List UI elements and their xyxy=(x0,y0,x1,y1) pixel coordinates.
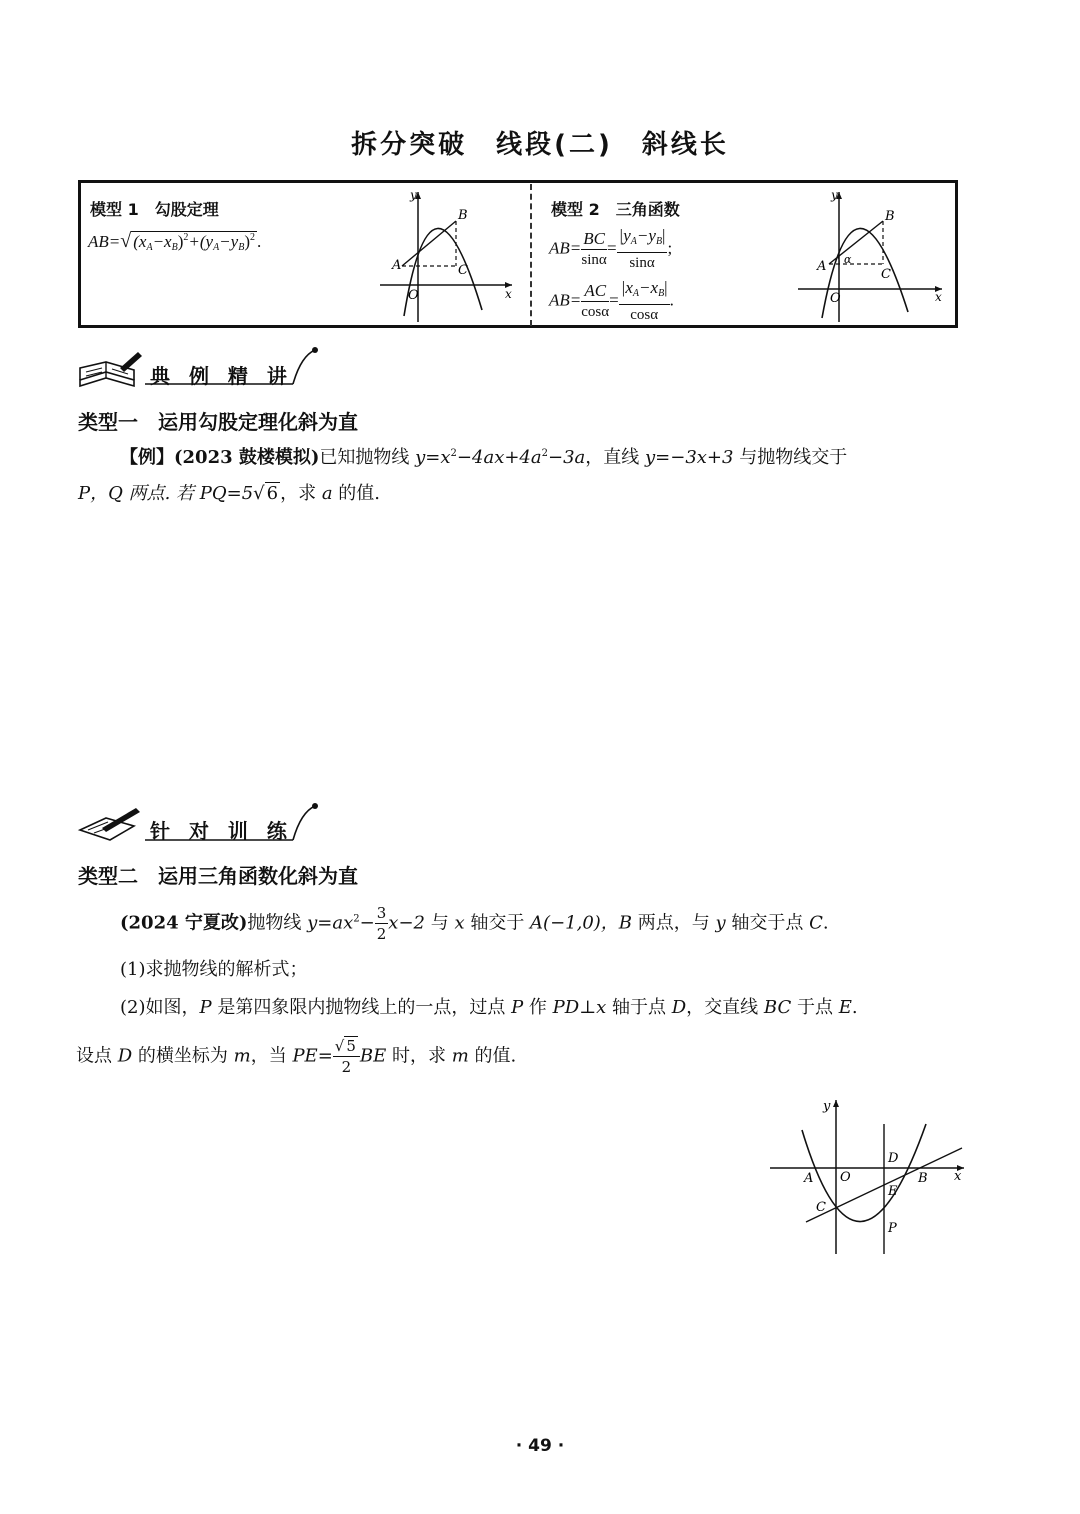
y-label: y xyxy=(410,188,417,202)
section2-heading-underline xyxy=(143,800,323,850)
point-c-label: C xyxy=(458,263,468,278)
point-a-label: A xyxy=(392,258,402,273)
point-b-label: B xyxy=(458,208,468,223)
point-c-label: C xyxy=(881,267,891,282)
segment-ab xyxy=(829,221,883,264)
x-label: x xyxy=(935,290,942,304)
model2-label: 模型 2 三角函数 xyxy=(551,200,680,219)
training-question-line1: (2024 宁夏改)抛物线 $y=ax^2-$ $\frac{3}{2}$ x−2 与 x 轴交于 A(−1,0)，B 两点，与 y 轴交于点 C. xyxy=(120,904,829,943)
section2-type: 类型二 运用三角函数化斜为直 xyxy=(78,864,358,888)
book-pen-icon xyxy=(76,350,146,392)
x-label: x xyxy=(505,287,512,301)
point-d-label: D xyxy=(888,1151,899,1166)
origin-label: O xyxy=(840,1170,851,1185)
training-part1: (1)求抛物线的解析式； xyxy=(120,959,308,980)
point-a-label: A xyxy=(817,259,827,274)
point-c-label: C xyxy=(816,1200,826,1215)
training-part2-cont: 设点 D 的横坐标为 m，当 PE= $\frac{√ 5}{2}$ BE 时，求 m 的值. xyxy=(76,1037,517,1076)
section1-type: 类型一 运用勾股定理化斜为直 xyxy=(78,410,358,434)
origin-label: O xyxy=(408,288,419,303)
page-title: 拆分突破 线段(二) 斜线长 xyxy=(351,130,729,160)
section2-heading: 针 对 训 练 xyxy=(150,819,293,843)
y-label: y xyxy=(823,1099,831,1114)
model2-graph xyxy=(792,184,952,326)
models-divider xyxy=(530,184,532,326)
model1-label: 模型 1 勾股定理 xyxy=(90,200,219,219)
model2-formula-sin: AB= $\frac{BC}{\sin\alpha}$ = $\frac{|y_A-y_B|}{\sin\alpha}$ ; xyxy=(549,226,673,271)
page-number: · 49 · xyxy=(515,1436,565,1456)
point-a-label: A xyxy=(804,1171,814,1186)
example-question-line2: P，Q 两点. 若 PQ=5√ 6 ，求 a 的值. xyxy=(78,483,381,504)
y-axis-arrow xyxy=(833,1100,839,1107)
point-p-label: P xyxy=(888,1221,897,1236)
training-figure xyxy=(766,1094,970,1256)
point-b-label: B xyxy=(918,1171,928,1186)
point-b-label: B xyxy=(885,209,895,224)
example-question-line1: 【例】(2023 鼓楼模拟)已知抛物线 $y=x^2-4ax+4a^2-3a$，直线 y=−3x+3 与抛物线交于 xyxy=(120,447,848,468)
pencil-paper-icon xyxy=(76,804,146,844)
segment-ab xyxy=(402,221,456,266)
training-part2: (2)如图，P 是第四象限内抛物线上的一点，过点 P 作 PD⊥x 轴于点 D，交直线 BC 于点 E. xyxy=(120,997,858,1018)
alpha-label: α xyxy=(844,253,852,266)
point-e-label: E xyxy=(888,1184,898,1199)
x-label: x xyxy=(954,1169,962,1184)
origin-label: O xyxy=(830,291,841,306)
model2-formula-cos: AB= $\frac{AC}{\cos\alpha}$ = $\frac{|x_A-x_B|}{\cos\alpha}$ . xyxy=(549,278,674,323)
y-label: y xyxy=(831,188,838,202)
model1-formula: AB=√ $(x_A-x_B)^2+(y_A-y_B)^2$ . xyxy=(88,230,262,253)
section1-heading: 典 例 精 讲 xyxy=(150,364,293,388)
model1-graph xyxy=(372,184,522,326)
section1-heading-underline xyxy=(143,344,323,394)
